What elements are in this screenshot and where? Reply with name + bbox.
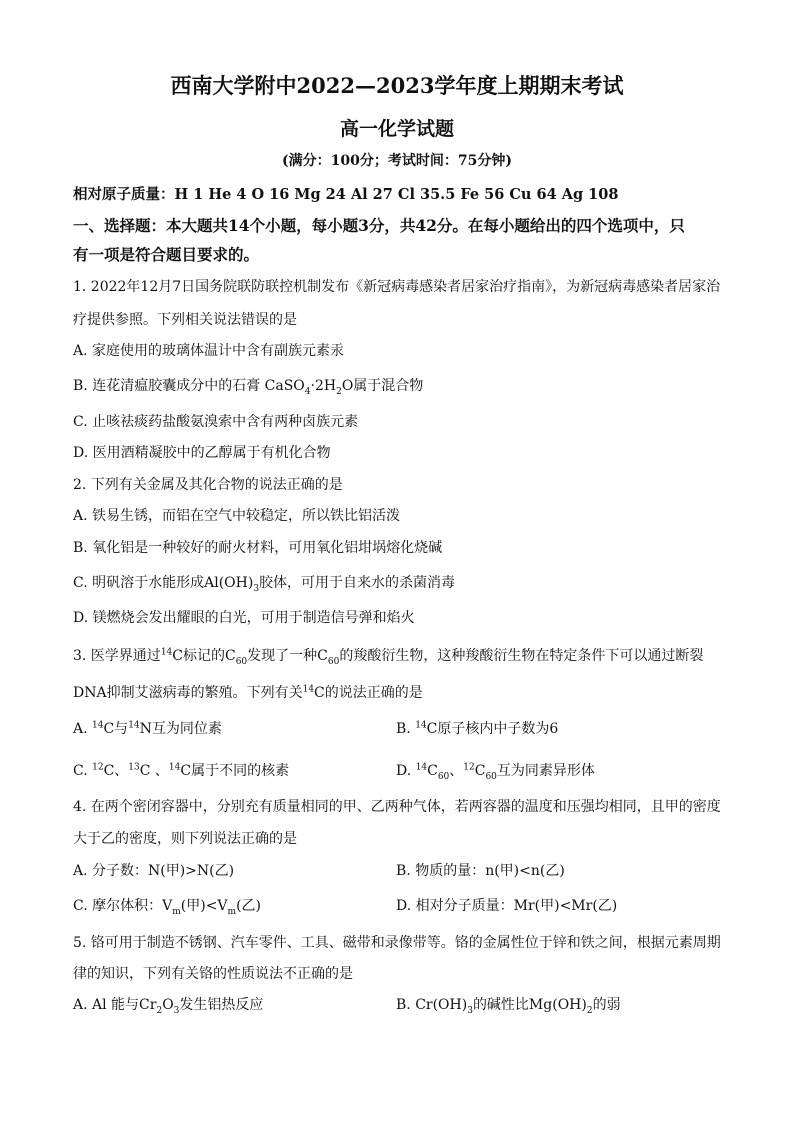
- q4-option-d: D. 相对分子质量：Mr(甲)<Mr(乙): [396, 898, 618, 914]
- q3-stem-line2: DNA抑制艾滋病毒的繁殖。下列有关$^{14}$C的说法正确的是: [73, 684, 423, 701]
- q4-stem-line1: 4. 在两个密闭容器中，分别充有质量相同的甲、乙两种气体，若两容器的温度和压强均相同，且甲的密度: [73, 799, 721, 815]
- section1-heading-line2: 有一项是符合题目要求的。: [73, 245, 260, 264]
- q3-option-c: C. $^{12}$C、$^{13}$C 、$^{14}$C属于不同的核素: [73, 762, 290, 779]
- q3-option-b: B. $^{14}$C原子核内中子数为6: [396, 720, 559, 737]
- q5-stem-line1: 5. 铬可用于制造不锈钢、汽车零件、工具、磁带和录像带等。铬的金属性位于锌和铁之间，根据元素周期: [73, 935, 721, 951]
- exam-title: 西南大学附中2022—2023学年度上期期末考试: [170, 73, 624, 98]
- q2-option-a: A. 铁易生锈，而铝在空气中较稳定，所以铁比铝活泼: [73, 508, 401, 524]
- q4-option-b: B. 物质的量：n(甲)<n(乙): [396, 863, 565, 879]
- q4-option-a: A. 分子数：N(甲)>N(乙): [73, 863, 235, 879]
- q1-stem-line2: 疗提供参照。下列相关说法错误的是: [73, 312, 297, 328]
- atomic-masses: 相对原子质量：H 1 He 4 O 16 Mg 24 Al 27 Cl 35.5 Fe 56 Cu 64 Ag 108: [73, 186, 619, 203]
- exam-info: (满分：100分；考试时间：75分钟): [282, 153, 512, 169]
- q2-stem: 2. 下列有关金属及其化合物的说法正确的是: [73, 477, 343, 493]
- q2-option-c: C. 明矾溶于水能形成$Al(OH)_3$胶体，可用于自来水的杀菌消毒: [73, 575, 456, 594]
- q2-option-d: D. 镁燃烧会发出耀眼的白光，可用于制造信号弹和焰火: [73, 610, 415, 626]
- exam-subtitle: 高一化学试题: [339, 118, 454, 140]
- section1-heading-line1: 一、选择题：本大题共14个小题，每小题3分，共42分。在每小题给出的四个选项中，只: [73, 216, 685, 235]
- q5-stem-line2: 律的知识，下列有关铬的性质说法不正确的是: [73, 966, 353, 982]
- q2-option-b: B. 氧化铝是一种较好的耐火材料，可用氧化铝坩埚熔化烧碱: [73, 540, 443, 556]
- q1-option-c: C. 止咳祛痰药盐酸氨溴索中含有两种卤族元素: [73, 414, 359, 430]
- q1-option-d: D. 医用酒精凝胶中的乙醇属于有机化合物: [73, 445, 331, 461]
- q3-option-d: D. $^{14}C_{60}$、$^{12}C_{60}$互为同素异形体: [396, 762, 595, 782]
- q5-option-a: A. Al 能与$Cr_2O_3$发生铝热反应: [73, 997, 264, 1016]
- q4-option-c: C. 摩尔体积：$V_m$(甲)$<V_m$(乙): [73, 898, 262, 917]
- q4-stem-line2: 大于乙的密度，则下列说法正确的是: [73, 831, 297, 847]
- q3-option-a: A. $^{14}$C与$^{14}$N互为同位素: [73, 720, 222, 737]
- q1-stem-line1: 1. 2022年12月7日国务院联防联控机制发布《新冠病毒感染者居家治疗指南》，为新冠病毒感染者居家治: [73, 279, 721, 295]
- q1-option-b: B. 连花清瘟胶囊成分中的石膏 $CaSO_4\cdot 2H_2O$属于混合物: [73, 378, 424, 397]
- q1-option-a: A. 家庭使用的玻璃体温计中含有副族元素汞: [73, 343, 345, 359]
- q5-option-b: B. $Cr(OH)_3$的碱性比$Mg(OH)_2$的弱: [396, 997, 621, 1016]
- q3-stem-line1: 3. 医学界通过$^{14}$C标记的$C_{60}$发现了一种$C_{60}$的羧酸衍生物，这种羧酸衍生物在特定条件下可以通过断裂: [73, 647, 704, 667]
